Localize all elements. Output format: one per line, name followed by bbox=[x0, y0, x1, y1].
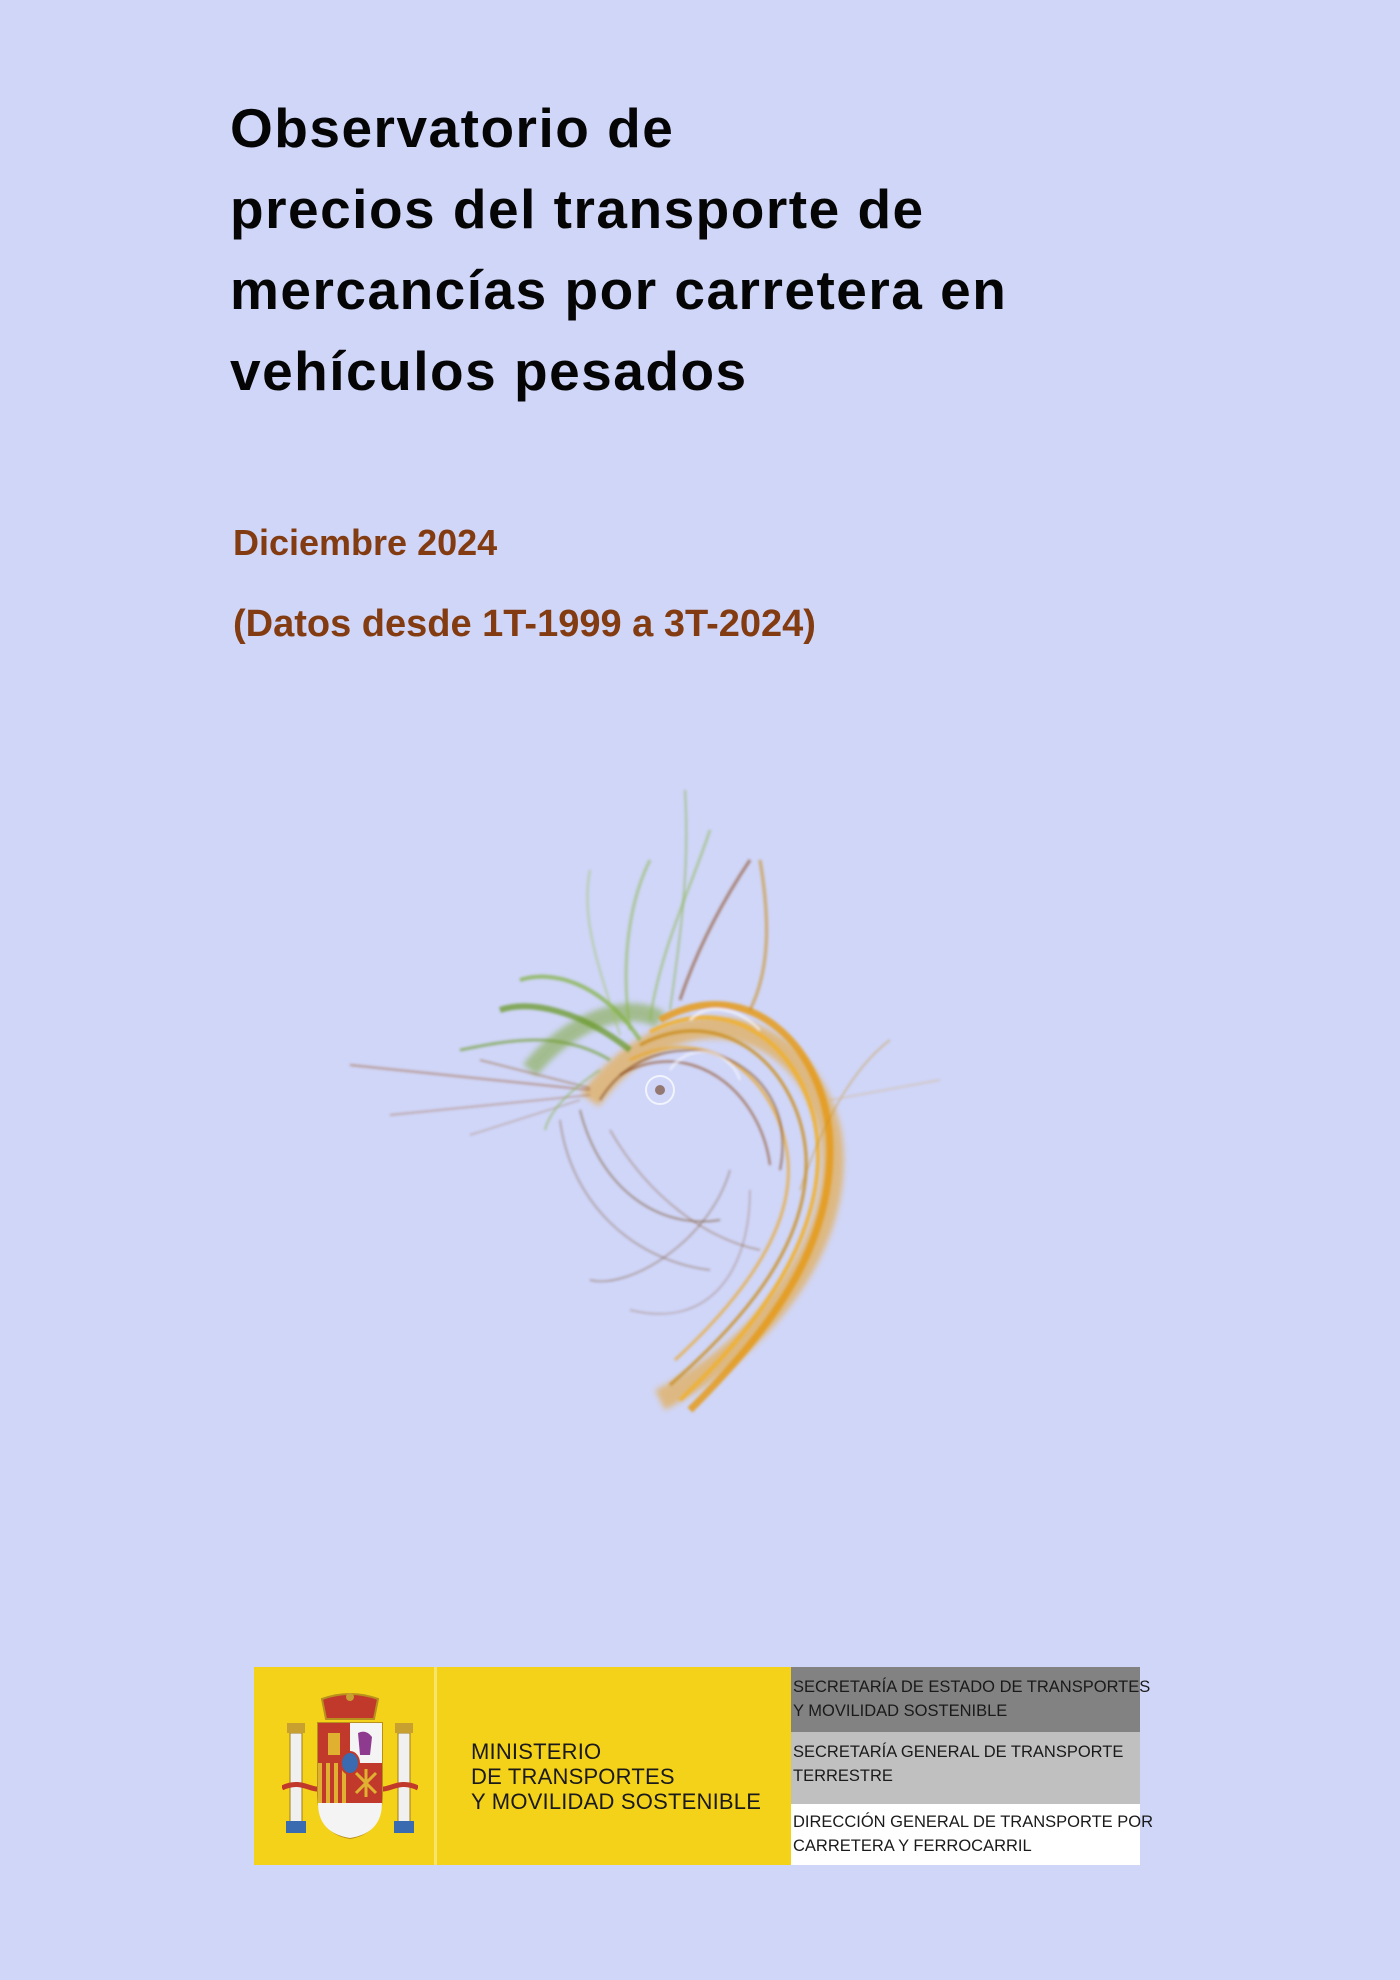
department-list bbox=[791, 1667, 1154, 1865]
secretaria-general-line-1: SECRETARÍA GENERAL DE TRANSPORTE bbox=[793, 1743, 1124, 1761]
ministry-line-2: DE TRANSPORTES bbox=[471, 1764, 675, 1789]
secretaria-general-box bbox=[791, 1732, 1140, 1804]
secretaria-general-line-2: TERRESTRE bbox=[793, 1767, 893, 1785]
title-line-2: precios del transporte de bbox=[230, 178, 925, 240]
government-logo-block bbox=[254, 1667, 1154, 1865]
direccion-general-line-1: DIRECCIÓN GENERAL DE TRANSPORTE POR bbox=[793, 1813, 1154, 1831]
secretaria-estado-line-2: Y MOVILIDAD SOSTENIBLE bbox=[793, 1702, 1008, 1720]
publication-date: Diciembre 2024 bbox=[233, 522, 498, 563]
logo-divider bbox=[434, 1667, 437, 1865]
secretaria-estado-line-1: SECRETARÍA DE ESTADO DE TRANSPORTES bbox=[793, 1678, 1151, 1696]
direccion-general-box bbox=[791, 1804, 1154, 1865]
ministry-logo bbox=[254, 1667, 791, 1865]
title-line-4: vehículos pesados bbox=[230, 340, 748, 402]
ministry-line-1: MINISTERIO bbox=[471, 1739, 602, 1764]
coat-of-arms-icon bbox=[282, 1693, 418, 1843]
ministry-line-3: Y MOVILIDAD SOSTENIBLE bbox=[471, 1789, 762, 1814]
title-line-1: Observatorio de bbox=[230, 97, 675, 159]
data-range: (Datos desde 1T-1999 a 3T-2024) bbox=[233, 603, 816, 645]
document-title bbox=[230, 88, 1230, 412]
secretaria-estado-box bbox=[791, 1667, 1151, 1732]
direccion-general-line-2: CARRETERA Y FERROCARRIL bbox=[793, 1837, 1032, 1855]
abstract-swirl-illustration bbox=[330, 770, 990, 1440]
title-line-3: mercancías por carretera en bbox=[230, 259, 1008, 321]
ministry-name bbox=[471, 1739, 761, 1814]
